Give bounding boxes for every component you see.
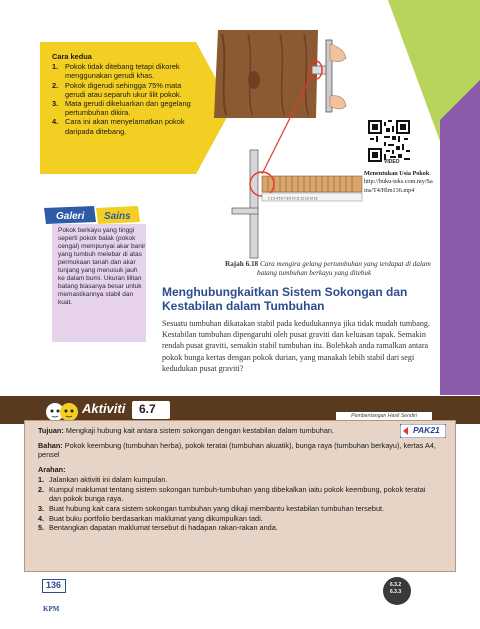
learning-standard-codes: 6.3.2 6.3.3 bbox=[390, 582, 402, 595]
callout-step: 4. Cara ini akan menyelamatkan pokok daripada ditebang. bbox=[52, 117, 185, 136]
callout-steps bbox=[52, 62, 202, 136]
callout-step: 2. Pokok digerudi sehingga 75% mata gerudi atau separuh ukur lilit pokok. bbox=[52, 80, 182, 99]
callout-step: 1. Pokok tidak ditebang tetapi dikorek menggunakan gerudi khas. bbox=[52, 62, 180, 81]
qr-caption bbox=[364, 170, 434, 195]
activity-steps bbox=[38, 475, 438, 533]
page-number: 136 bbox=[46, 580, 62, 590]
activity-step: 5. Bentangkan dapatan maklumat tersebut di hadapan rakan-rakan anda. bbox=[38, 523, 278, 533]
activity-tujuan: Tujuan: Mengkaji hubung kait antara sistem sokongan dengan kestabilan dalam tumbuhan. bbox=[38, 426, 334, 435]
pak21-label: PAK21 bbox=[413, 425, 440, 435]
qr-code-icon[interactable] bbox=[368, 120, 410, 162]
purple-side-shape bbox=[440, 80, 480, 395]
activity-step: 3. Buat hubung kait cara sistem sokongan tumbuhan yang dikaji membantu kestabilan tumbuhan tersebut. bbox=[38, 503, 385, 513]
section-body: Sesuatu tumbuhan dikatakan stabil pada kedudukannya jika tidak mudah tumbang. Kestabilan tumbuhan dipengaruhi oleh pusat graviti dan keluasan tapak. Semakin rendah pusat graviti, semakin stabil tumbuhan itu. Bolehkah anda ramalkan antara pokok bunga kertas dengan pokok durian, yang manakah lebih stabil dari segi kedudukan pusat graviti? bbox=[162, 319, 430, 373]
figure-caption-line1: Cara mengira gelang pertumbuhan yang terdapat di dalam bbox=[259, 260, 431, 268]
activity-content bbox=[38, 426, 438, 533]
galeri-sains-text: Pokok berkayu yang tinggi seperti pokok balak (pokok cengal) mempunyai akar banir yang tumbuh melebar di atas permukaan tanah dan akar tunjang yang menusuk jauh ke dalam bumi. Ukuran lilitan batang biasanya besar untuk memastikannya stabil dan kuat. bbox=[58, 227, 146, 307]
section-title: Menghubungkaitkan Sistem Sokongan dan Kestabilan dalam Tumbuhan bbox=[162, 285, 408, 313]
activity-step: 1. Jalankan aktiviti ini dalam kumpulan. bbox=[38, 474, 168, 484]
activity-title: Aktiviti bbox=[82, 401, 126, 416]
drill-method-callout bbox=[52, 52, 202, 136]
tree-drill-illustration bbox=[208, 0, 368, 260]
figure-label: Rajah 6.18 bbox=[225, 260, 259, 268]
publisher-label: KPM bbox=[43, 605, 60, 613]
sains-label: Sains bbox=[104, 211, 131, 222]
callout-step: 3. Mata gerudi dikeluarkan dan gegelang pertumbuhan dikira. bbox=[52, 99, 191, 118]
activity-bahan: Bahan: Pokok keembung (tumbuhan herba), pokok teratai (tumbuhan akuatik), bunga raya (tumbuhan berkayu), kertas A4, pensel bbox=[38, 440, 436, 460]
video-label: VIDEO bbox=[384, 159, 400, 165]
activity-arahan-label: Arahan: bbox=[38, 465, 66, 475]
activity-step: 2. Kumpul maklumat tentang sistem sokongan tumbuh-tumbuhan yang dibekalkan iaitu pokok keembung, pokok teratai dan pokok bunga raya. bbox=[38, 484, 426, 504]
activity-number: 6.7 bbox=[139, 402, 156, 416]
figure-caption-line2: batang tumbuhan berkayu yang ditebuk bbox=[257, 268, 372, 277]
galeri-label: Galeri bbox=[56, 211, 85, 222]
qr-caption-url[interactable]: http://buku-teks.com.my/Sains/T4/Hlm136.mp4 bbox=[364, 178, 433, 194]
figure-caption bbox=[225, 260, 435, 277]
callout-title: Cara kedua bbox=[52, 52, 92, 61]
qr-caption-title: Menentukan Usia Pokok bbox=[364, 170, 430, 177]
galeri-sains-tag bbox=[44, 206, 140, 224]
activity-step: 4. Buat buku portfolio berdasarkan maklumat yang dikumpulkan tadi. bbox=[38, 513, 263, 523]
ruler-numbers: 1 2 3 4 5 6 7 8 9 10 11 12 13 14 15 bbox=[268, 196, 318, 201]
activity-type-tag: Pembentangan Hasil Sendiri bbox=[335, 411, 433, 422]
